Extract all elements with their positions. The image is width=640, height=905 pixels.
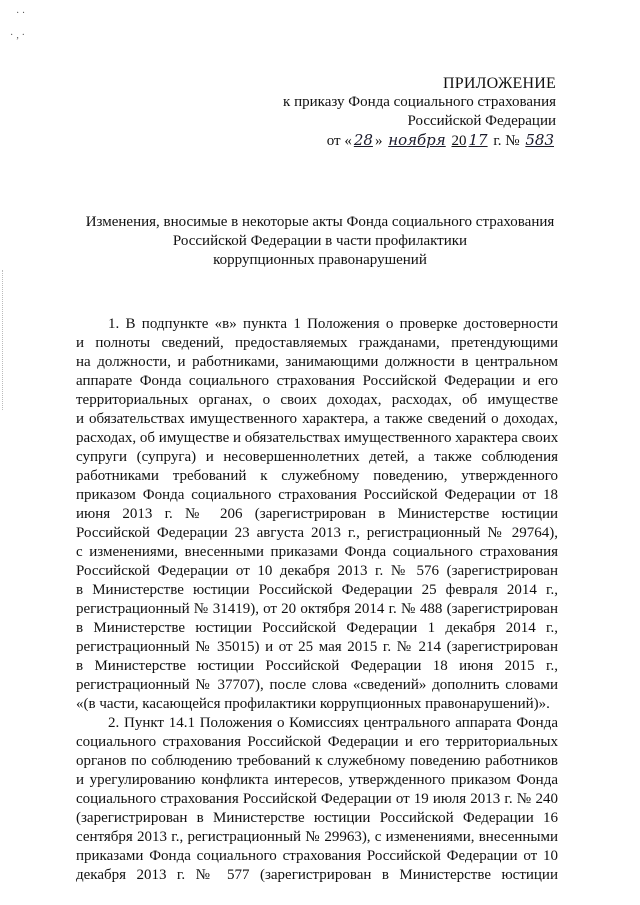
annex-order-line: к приказу Фонда социального страхования: [283, 94, 556, 110]
date-prefix: от «: [326, 133, 352, 149]
body-line: органов по соблюдению требований к служебному поведению работников: [76, 753, 558, 769]
scan-speck-left: · ‚ ·: [10, 30, 25, 41]
body-line: социального страхования Российской Федерации и его территориальных: [76, 734, 558, 750]
handwritten-day: 28: [353, 131, 373, 149]
year-after: г. №: [493, 133, 520, 149]
body-line: и полноты сведений, предоставляемых гражданами, претендующими: [76, 335, 558, 351]
body-line: и обязательствах имущественного характера, а также сведений о доходах,: [76, 411, 558, 427]
body-line: и урегулированию конфликта интересов, утвержденного приказом Фонда: [76, 772, 558, 788]
body-line: (зарегистрирован в Министерстве юстиции Российской Федерации 16: [76, 810, 558, 826]
body-line: территориальных органах, о своих доходах, расходах, об имуществе: [76, 392, 558, 408]
body-line: регистрационный № 37707), после слова «сведений» дополнить словами: [76, 677, 558, 693]
document-title: [70, 213, 570, 270]
document-body: [76, 315, 558, 885]
body-line: Российской Федерации от 10 декабря 2013 г. № 576 (зарегистрирован: [76, 563, 558, 579]
title-line-1: Изменения, вносимые в некоторые акты Фонда социального страхования: [85, 214, 555, 230]
annex-date-line: [283, 131, 556, 151]
scan-speck-top: · ·: [16, 8, 26, 19]
body-line: аппарате Фонда социального страхования Российской Федерации и его: [76, 373, 558, 389]
body-line: 1. В подпункте «в» пункта 1 Положения о проверке достоверности: [108, 316, 558, 332]
body-line: регистрационный № 35015) и от 25 мая 2015 г. № 214 (зарегистрирован: [76, 639, 558, 655]
body-line: приказом Фонда социального страхования Российской Федерации от 18: [76, 487, 558, 503]
body-line: регистрационный № 31419), от 20 октября 2014 г. № 488 (зарегистрирован: [76, 601, 558, 617]
body-line: в Министерстве юстиции Российской Федерации 1 декабря 2014 г.,: [76, 620, 558, 636]
body-line: 2. Пункт 14.1 Положения о Комиссиях центрального аппарата Фонда: [108, 715, 558, 731]
title-line-3: коррупционных правонарушений: [213, 252, 427, 268]
body-line: июня 2013 г. № 206 (зарегистрирован в Министерстве юстиции: [76, 506, 558, 522]
body-line: декабря 2013 г. № 577 (зарегистрирован в Министерстве юстиции: [76, 867, 558, 883]
body-line: с изменениями, внесенными приказами Фонда социального страхования: [76, 544, 558, 560]
year-prefix: 20: [451, 133, 467, 149]
body-line: сентября 2013 г., регистрационный № 29963), с изменениями, внесенными: [76, 829, 558, 845]
body-line: супруги (супруга) и несовершеннолетних детей, а также соблюдения: [76, 449, 558, 465]
annex-title: ПРИЛОЖЕНИЕ: [442, 75, 556, 92]
annex-federation-line: Российской Федерации: [407, 113, 556, 129]
body-line: социального страхования Российской Федерации от 19 июля 2013 г. № 240: [76, 791, 558, 807]
handwritten-number: 583: [525, 131, 554, 149]
body-line: в Министерстве юстиции Российской Федерации 18 июня 2015 г.,: [76, 658, 558, 674]
body-line: в Министерстве юстиции Российской Федерации 25 февраля 2014 г.,: [76, 582, 558, 598]
scan-edge-dots: [2, 270, 5, 410]
body-line: на должности, и работниками, занимающими должности в центральном: [76, 354, 558, 370]
body-line: «(в части, касающейся профилактики коррупционных правонарушений)».: [76, 696, 550, 712]
title-line-2: Российской Федерации в части профилактики: [172, 233, 468, 249]
date-day-close: »: [374, 133, 383, 149]
body-line: приказами Фонда социального страхования Российской Федерации от 10: [76, 848, 558, 864]
handwritten-year: 17: [468, 131, 488, 149]
handwritten-month: ноября: [388, 131, 446, 149]
body-line: работниками требований к служебному поведению, утвержденного: [76, 468, 558, 484]
body-line: расходах, об имуществе и обязательствах имущественного характера своих: [76, 430, 558, 446]
body-line: Российской Федерации 23 августа 2013 г., регистрационный № 29764),: [76, 525, 558, 541]
annex-header: [283, 74, 556, 151]
